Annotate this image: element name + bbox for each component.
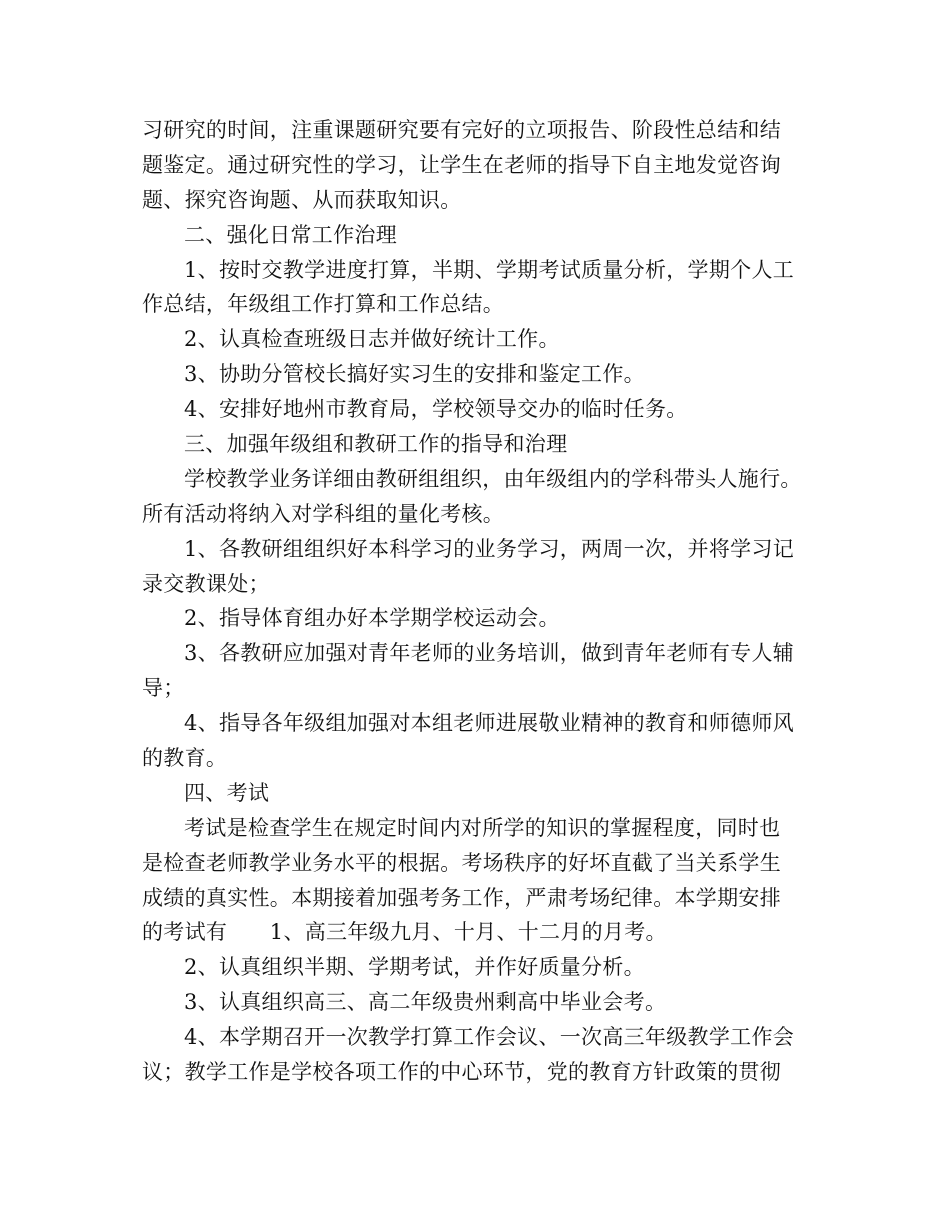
text-line: 的教育。 [142,746,228,771]
text-line: 是检查老师教学业务水平的根据。考场秩序的好坏直截了当关系学生 [142,850,781,875]
text-line: 四、考试 [184,780,270,805]
text-line: 3、认真组织高三、高二年级贵州剩高中毕业会考。 [184,990,667,1015]
text-line: 4、指导各年级组加强对本组老师进展敬业精神的教育和师德师风 [184,711,795,736]
text-line: 作总结，年级组工作打算和工作总结。 [142,292,505,317]
document-body [142,113,812,1090]
text-line: 议；教学工作是学校各项工作的中心环节，党的教育方针政策的贯彻 [142,1060,781,1085]
text-line: 2、认真检查班级日志并做好统计工作。 [184,327,560,352]
text-line: 的考试有 1、高三年级九月、十月、十二月的月考。 [142,920,667,945]
text-line: 题、探究咨询题、从而获取知识。 [142,187,462,212]
text-line: 1、按时交教学进度打算，半期、学期考试质量分析，学期个人工 [184,257,795,282]
text-line: 3、各教研应加强对青年老师的业务培训，做到青年老师有专人辅 [184,641,795,666]
text-line: 考试是检查学生在规定时间内对所学的知识的掌握程度，同时也 [184,815,781,840]
text-line: 所有活动将纳入对学科组的量化考核。 [142,501,505,526]
text-line: 3、协助分管校长搞好实习生的安排和鉴定工作。 [184,362,645,387]
text-line: 二、强化日常工作治理 [184,222,397,247]
text-line: 成绩的真实性。本期接着加强考务工作，严肃考场纪律。本学期安排 [142,885,781,910]
text-line: 2、认真组织半期、学期考试，并作好质量分析。 [184,955,645,980]
text-line: 4、安排好地州市教育局，学校领导交办的临时任务。 [184,397,688,422]
text-line: 导； [142,676,185,701]
text-line: 录交教课处； [142,571,270,596]
text-line: 三、加强年级组和教研工作的指导和治理 [184,432,568,457]
text-line: 4、本学期召开一次教学打算工作会议、一次高三年级教学工作会 [184,1025,795,1050]
text-line: 学校教学业务详细由教研组组织，由年级组内的学科带头人施行。 [184,466,802,491]
text-line: 2、指导体育组办好本学期学校运动会。 [184,606,560,631]
text-line: 习研究的时间，注重课题研究要有完好的立项报告、阶段性总结和结 [142,118,781,142]
text-line: 1、各教研组组织好本科学习的业务学习，两周一次，并将学习记 [184,536,795,561]
text-line: 题鉴定。通过研究性的学习，让学生在老师的指导下自主地发觉咨询 [142,152,781,177]
